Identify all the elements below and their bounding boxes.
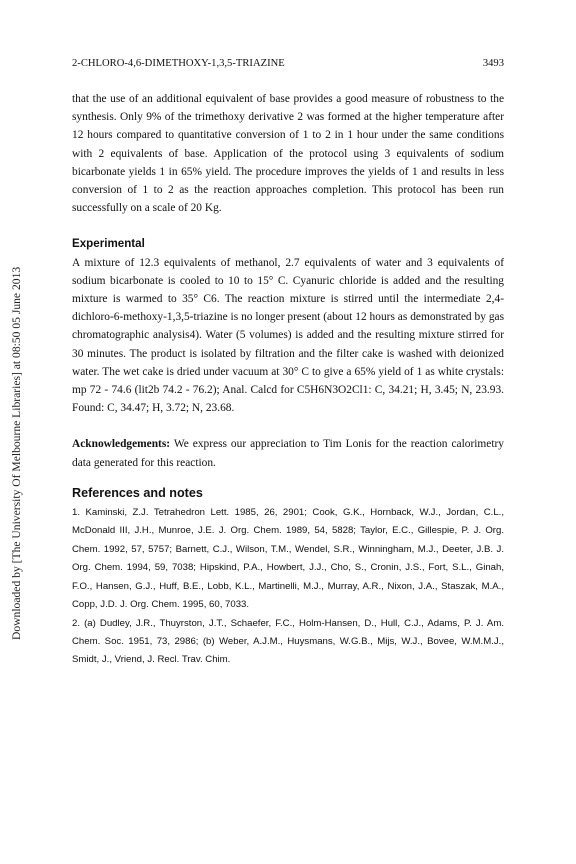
reference-item: 2. (a) Dudley, J.R., Thuyrston, J.T., Schaefer, F.C., Holm-Hansen, D., Hull, C.J., Adams, P. J. Am. Chem. Soc. 1951, 73, 2986; (b) Weber, A.J.M., Huysmans, W.G.B., Mijs, W.J., Bovee, W.M.M.J., Smidt, J., Vriend, J. Recl. Trav. Chim. [72, 617, 504, 666]
running-title: 2-CHLORO-4,6-DIMETHOXY-1,3,5-TRIAZINE [72, 58, 285, 69]
acknowledgements-text: We express our appreciation to Tim Lonis for the reaction calorimetry data generated for this reaction. [72, 438, 504, 469]
experimental-heading: Experimental [72, 237, 145, 251]
references-heading: References and notes [72, 485, 203, 500]
intro-paragraph: that the use of an additional equivalent of base provides a good measure of robustness to the synthesis. Only 9% of the trimethoxy derivative 2 was formed at the higher temperature after 12 hours compared to quantitative conversion of 1 to 2 in 1 hour under the same conditions with 2 equivalents of base. Application of the protocol using 3 equivalents of sodium bicarbonate yields 1 in 65% yield. The procedure improves the yields of 1 and results in less conversion of 1 to 2 as the reaction approaches completion. This protocol has been run successfully on a scale of 20 Kg. [72, 93, 504, 215]
article-body [72, 90, 504, 670]
page-number: 3493 [482, 58, 504, 69]
acknowledgements-paragraph [72, 435, 504, 471]
download-watermark-text: Downloaded by [The University Of Melbourne Libraries] at 08:50 05 June 2013 [10, 266, 23, 640]
download-watermark [10, 220, 24, 640]
running-header [72, 58, 504, 69]
reference-list [72, 504, 504, 670]
experimental-paragraph: A mixture of 12.3 equivalents of methanol, 2.7 equivalents of water and 3 equivalents of sodium bicarbonate is cooled to 10 to 15° C. Cyanuric chloride is added and the resulting mixture is warmed to 35° C6. The reaction mixture is stirred until the intermediate 2,4-dichloro-6-methoxy-1,3,5-triazine is no longer present (about 12 hours as demonstrated by gas chromatographic analysis4). Water (5 volumes) is added and the resulting mixture stirred for 30 minutes. The product is isolated by filtration and the filter cake is washed with deionized water. The wet cake is dried under vacuum at 30° C to give a 65% yield of 1 as white crystals: mp 72 - 74.6 (lit2b 74.2 - 76.2); Anal. Calcd for C5H6N3O2Cl1: C, 34.21; H, 3.45; N, 23.93. Found: C, 34.47; H, 3.72; N, 23.68. [72, 256, 504, 415]
acknowledgements-heading: Acknowledgements: [72, 438, 171, 451]
reference-item: 1. Kaminski, Z.J. Tetrahedron Lett. 1985, 26, 2901; Cook, G.K., Hornback, W.J., Jordan, C.L., McDonald III, J.H., Munroe, J.E. J. Org. Chem. 1989, 54, 5828; Taylor, E.C., Gillespie, P. J. Org. Chem. 1992, 57, 5757; Barnett, C.J., Wilson, T.M., Wendel, S.R., Winningham, M.J., Deeter, J.B. J. Org. Chem. 1994, 59, 7038; Hipskind, P.A., Howbert, J.J., Cho, S., Cronin, J.S., Fort, S.L., Ginah, F.O., Hansen, G.J., Huff, B.E., Lobb, K.L., Martinelli, M.J., Murray, A.R., Nixon, J.A., Staszak, M.A., Copp, J.D. J. Org. Chem. 1995, 60, 7033. [72, 507, 504, 611]
